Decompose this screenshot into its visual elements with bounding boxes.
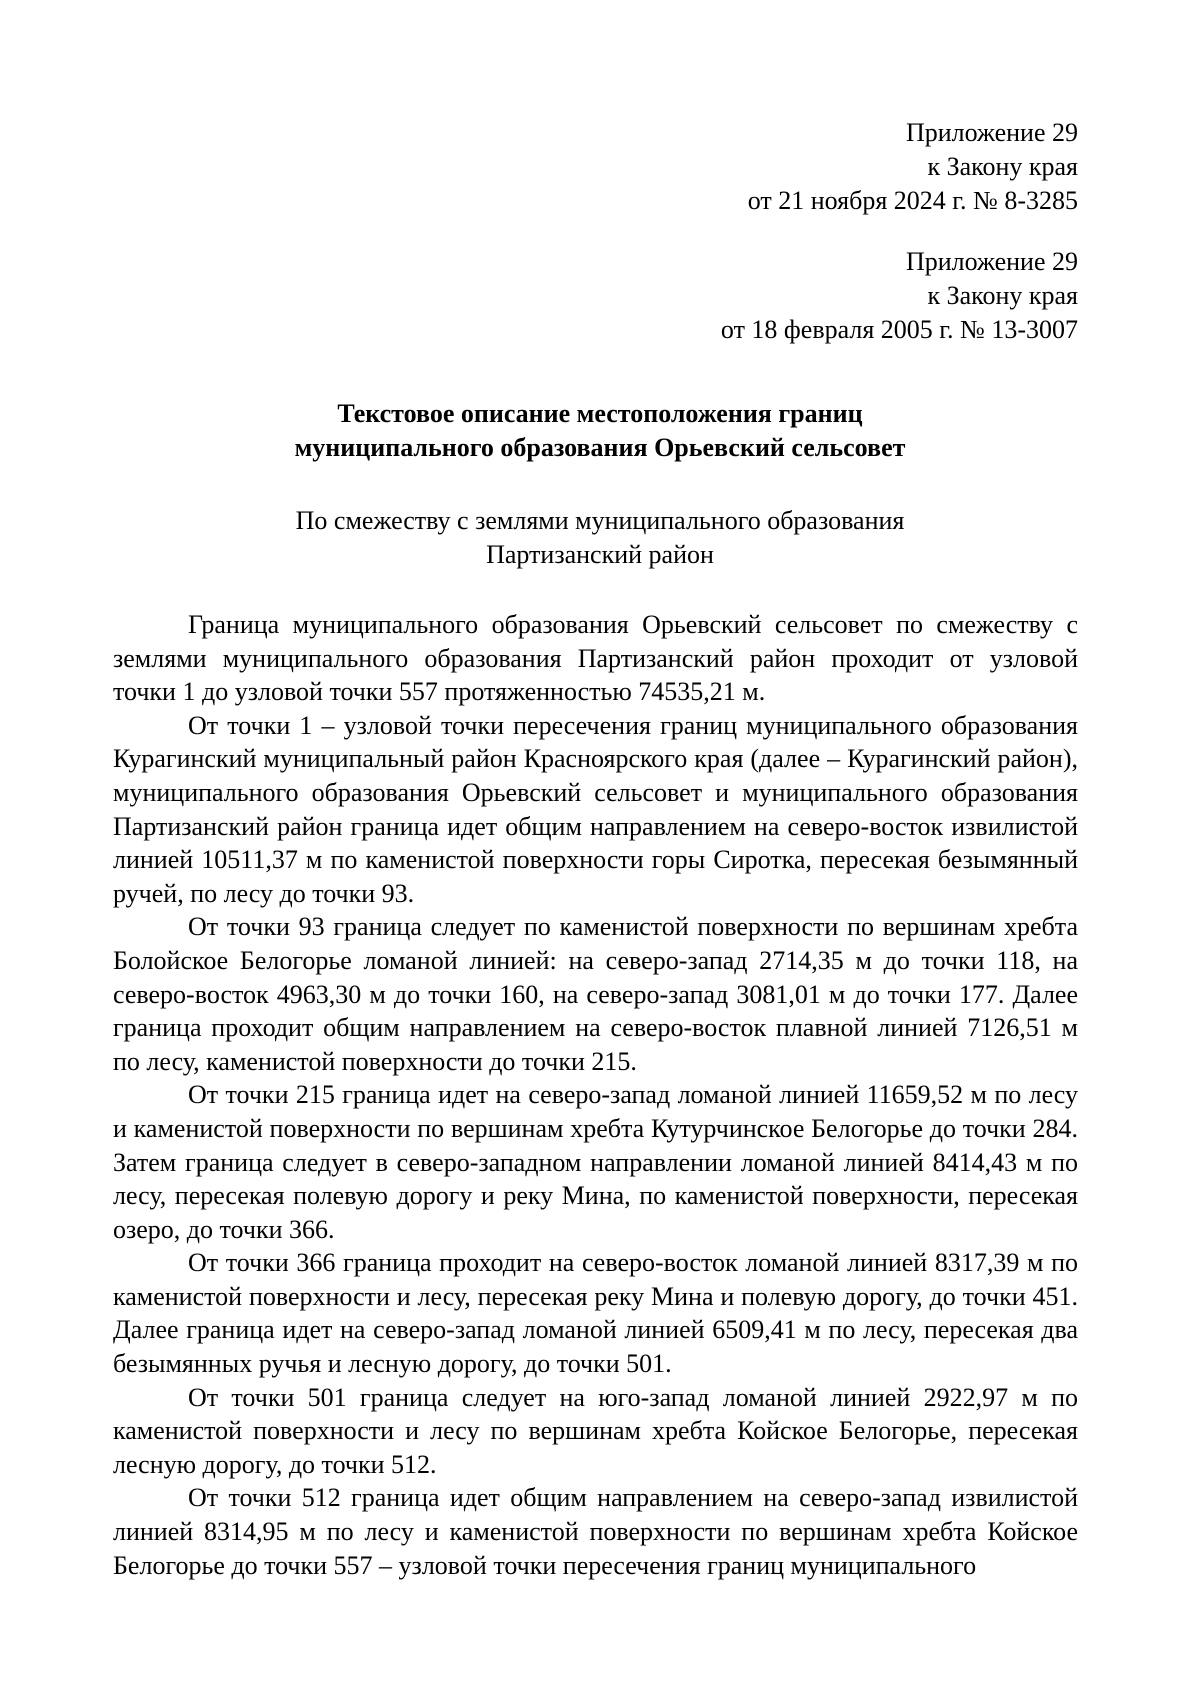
section-subtitle-line-1: По смежеству с землями муниципального образования bbox=[295, 506, 905, 535]
appendix-current-line-2: к Закону края bbox=[927, 152, 1078, 181]
section-subtitle bbox=[0, 504, 1200, 572]
paragraph: Граница муниципального образования Орьевский сельсовет по смежеству с землями муниципального образования Партизанский район проходит от узловой точки 1 до узловой точки 557 протяженностью 74535,21 м. bbox=[113, 610, 1078, 707]
document-title-line-2: муниципального образования Орьевский сельсовет bbox=[294, 433, 906, 462]
paragraph: От точки 1 – узловой точки пересечения границ муниципального образования Курагинский муниципальный район Красноярского края (далее – Курагинский район), муниципального образования Орьевский сельсовет и муниципального образования Партизанский район граница идет общим направлением на северо-восток извилистой линией 10511,37 м по каменистой поверхности горы Сиротка, пересекая безымянный ручей, по лесу до точки 93. bbox=[113, 710, 1078, 908]
paragraph: От точки 366 граница проходит на северо-восток ломаной линией 8317,39 м по каменистой поверхности и лесу, пересекая реку Мина и полевую дорогу, до точки 451. Далее граница идет на северо-запад ломаной линией 6509,41 м по лесу, пересекая два безымянных ручья и лесную дорогу, до точки 501. bbox=[113, 1248, 1078, 1379]
appendix-original-line-1: Приложение 29 bbox=[905, 247, 1078, 276]
document-title bbox=[0, 397, 1200, 465]
appendix-original-line-2: к Закону края bbox=[927, 281, 1078, 310]
appendix-header-original bbox=[721, 245, 1078, 347]
section-subtitle-line-2: Партизанский район bbox=[486, 540, 714, 569]
paragraph: От точки 501 граница следует на юго-запад ломаной линией 2922,97 м по каменистой поверхности и лесу по вершинам хребта Койское Белогорье, пересекая лесную дорогу, до точки 512. bbox=[113, 1382, 1078, 1479]
body-text bbox=[113, 608, 1078, 1582]
appendix-header-current bbox=[748, 116, 1078, 218]
appendix-original-line-3: от 18 февраля 2005 г. № 13-3007 bbox=[720, 315, 1078, 344]
document-title-line-1: Текстовое описание местоположения границ bbox=[337, 399, 863, 428]
appendix-current-line-1: Приложение 29 bbox=[905, 118, 1078, 147]
paragraph: От точки 512 граница идет общим направлением на северо-запад извилистой линией 8314,95 м по лесу и каменистой поверхности по вершинам хребта Койское Белогорье до точки 557 – узловой точки пересечения границ муниципального bbox=[113, 1483, 1078, 1580]
paragraph: От точки 93 граница следует по каменистой поверхности по вершинам хребта Болойское Белогорье ломаной линией: на северо-запад 2714,35 м до точки 118, на северо-восток 4963,30 м до точки 160, на северо-запад 3081,01 м до точки 177. Далее граница проходит общим направлением на северо-восток плавной линией 7126,51 м по лесу, каменистой поверхности до точки 215. bbox=[113, 912, 1078, 1076]
appendix-current-line-3: от 21 ноября 2024 г. № 8-3285 bbox=[747, 186, 1078, 215]
paragraph: От точки 215 граница идет на северо-запад ломаной линией 11659,52 м по лесу и каменистой поверхности по вершинам хребта Кутурчинское Белогорье до точки 284. Затем граница следует в северо-западном направлении ломаной линией 8414,43 м по лесу, пересекая полевую дорогу и реку Мина, по каменистой поверхности, пересекая озеро, до точки 366. bbox=[113, 1080, 1078, 1244]
